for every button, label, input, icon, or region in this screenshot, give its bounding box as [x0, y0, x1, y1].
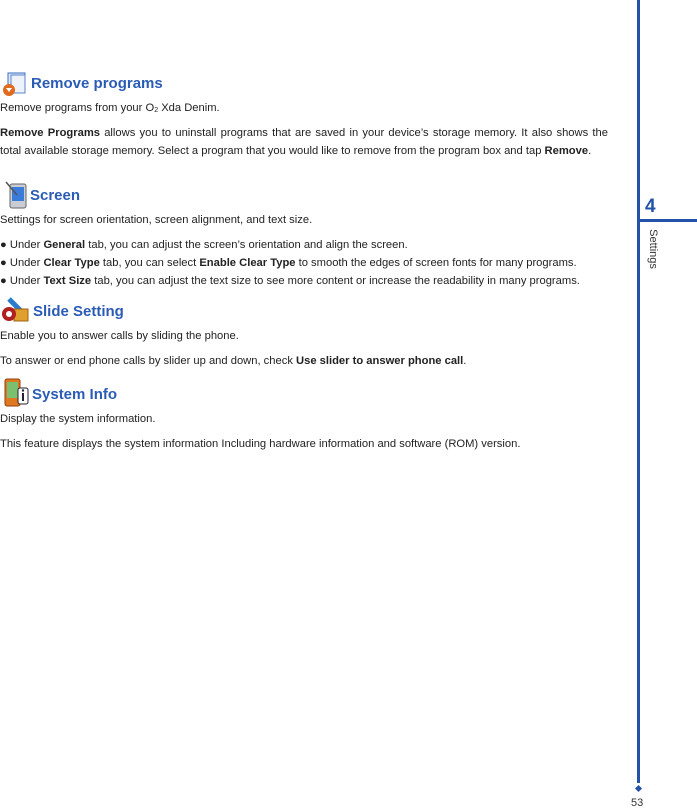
- bullet-text: ● Under: [0, 257, 44, 269]
- bullet-text: tab, you can select: [99, 257, 200, 269]
- bold-term: Remove: [544, 145, 589, 157]
- system-info-icon: [3, 378, 29, 404]
- bullet-text: ● Under: [0, 275, 44, 287]
- screen-bullet: [0, 236, 608, 254]
- bold-term: Enable Clear Type: [199, 257, 296, 269]
- section-title-slide-setting: Slide Setting: [33, 303, 124, 320]
- intro-subscript: 2: [154, 107, 159, 114]
- bullet-text: tab, you can adjust the screen’s orientation and align the screen.: [85, 239, 408, 251]
- screen-bullet: [0, 254, 608, 272]
- bullet-text: to smooth the edges of screen fonts for many programs.: [295, 257, 577, 269]
- desc-text: .: [463, 355, 467, 367]
- screen-icon: [3, 181, 29, 207]
- section-title-system-info: System Info: [32, 386, 118, 403]
- chapter-tab-rule: [637, 219, 697, 222]
- system-info-description: This feature displays the system information Including hardware information and software (ROM) version.: [0, 438, 521, 450]
- section-title-remove-programs: Remove programs: [31, 75, 163, 92]
- slide-setting-intro: Enable you to answer calls by sliding the phone.: [0, 330, 239, 342]
- bold-term: Use slider to answer phone call: [296, 355, 464, 367]
- bold-term: Text Size: [43, 275, 92, 287]
- bold-term: General: [43, 239, 86, 251]
- margin-rule: [637, 0, 640, 783]
- desc-text: To answer or end phone calls by slider up and down, check: [0, 355, 297, 367]
- bold-term: Remove Programs: [0, 127, 100, 139]
- intro-text: Remove programs from your O: [0, 102, 155, 114]
- intro-text-end: Xda Denim.: [158, 102, 220, 114]
- slide-setting-description: [0, 352, 608, 370]
- remove-programs-icon: [2, 71, 28, 97]
- chapter-number: 4: [645, 196, 656, 217]
- slide-setting-icon: [1, 297, 27, 323]
- desc-text: .: [588, 145, 592, 157]
- desc-text: allows you to uninstall programs that are saved in your device’s storage memory. It also shows the total available storage memory. Select a program that you would like to remove from the program box and tap: [0, 127, 608, 157]
- diamond-icon: [635, 785, 642, 792]
- bullet-text: ● Under: [0, 239, 44, 251]
- page-number: 53: [631, 797, 644, 809]
- screen-intro: Settings for screen orientation, screen alignment, and text size.: [0, 214, 313, 226]
- chapter-label: Settings: [647, 229, 659, 269]
- system-info-intro: Display the system information.: [0, 413, 156, 425]
- remove-programs-intro: [0, 99, 608, 120]
- remove-programs-description: [0, 124, 608, 160]
- screen-bullet: [0, 272, 608, 290]
- bullet-text: tab, you can adjust the text size to see more content or increase the readability in many programs.: [91, 275, 580, 287]
- bold-term: Clear Type: [43, 257, 100, 269]
- section-title-screen: Screen: [30, 187, 81, 204]
